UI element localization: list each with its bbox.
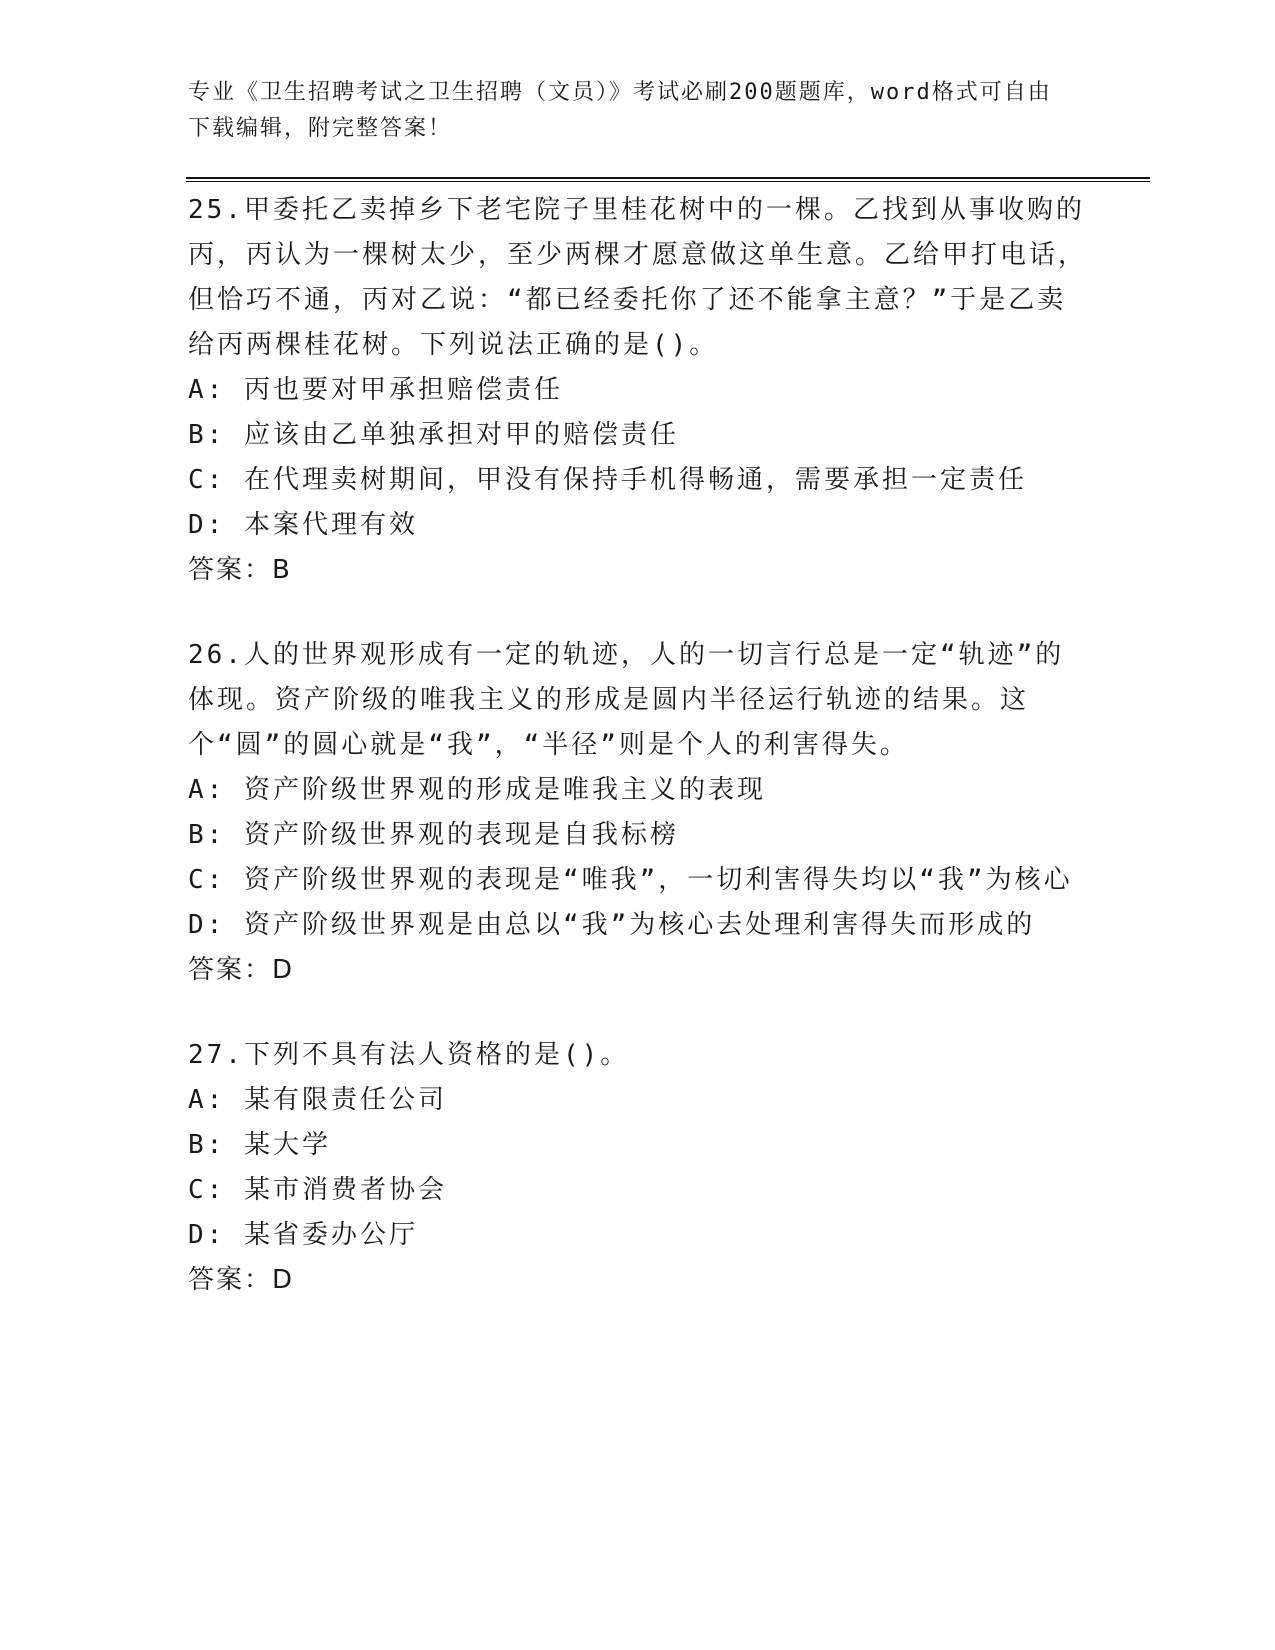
option-a: A: 丙也要对甲承担赔偿责任	[188, 375, 563, 405]
option-d: D: 本案代理有效	[188, 510, 418, 540]
question-26	[188, 633, 1088, 993]
option-c: C: 资产阶级世界观的表现是“唯我”，一切利害得失均以“我”为核心	[188, 865, 1073, 895]
option-b: B: 资产阶级世界观的表现是自我标榜	[188, 820, 679, 850]
question-list	[188, 188, 1088, 1343]
answer: 答案：D	[188, 1265, 295, 1295]
option-a: A: 某有限责任公司	[188, 1085, 447, 1115]
answer: 答案：B	[188, 555, 292, 585]
option-c: C: 某市消费者协会	[188, 1175, 447, 1205]
option-c: C: 在代理卖树期间，甲没有保持手机得畅通，需要承担一定责任	[188, 465, 1027, 495]
header-divider	[186, 177, 1150, 182]
option-a: A: 资产阶级世界观的形成是唯我主义的表现	[188, 775, 766, 805]
option-d: D: 某省委办公厅	[188, 1220, 418, 1250]
header-title: 专业《卫生招聘考试之卫生招聘（文员）》考试必刷200题题库，word格式可自由下载编辑，附完整答案！	[188, 80, 1052, 141]
question-stem: 26.人的世界观形成有一定的轨迹，人的一切言行总是一定“轨迹”的体现。资产阶级的唯我主义的形成是圆内半径运行轨迹的结果。这个“圆”的圆心就是“我”，“半径”则是个人的利害得失。	[188, 640, 1065, 760]
question-27	[188, 1033, 1088, 1303]
option-d: D: 资产阶级世界观是由总以“我”为核心去处理利害得失而形成的	[188, 910, 1036, 940]
question-stem: 25.甲委托乙卖掉乡下老宅院子里桂花树中的一棵。乙找到从事收购的丙，丙认为一棵树太少，至少两棵才愿意做这单生意。乙给甲打电话，但恰巧不通，丙对乙说：“都已经委托你了还不能拿主意？”于是乙卖给丙两棵桂花树。下列说法正确的是()。	[188, 195, 1088, 360]
question-25	[188, 188, 1088, 593]
option-b: B: 应该由乙单独承担对甲的赔偿责任	[188, 420, 679, 450]
document-header	[188, 75, 1058, 147]
option-b: B: 某大学	[188, 1130, 331, 1160]
answer: 答案：D	[188, 955, 295, 985]
question-stem: 27.下列不具有法人资格的是()。	[188, 1040, 630, 1070]
